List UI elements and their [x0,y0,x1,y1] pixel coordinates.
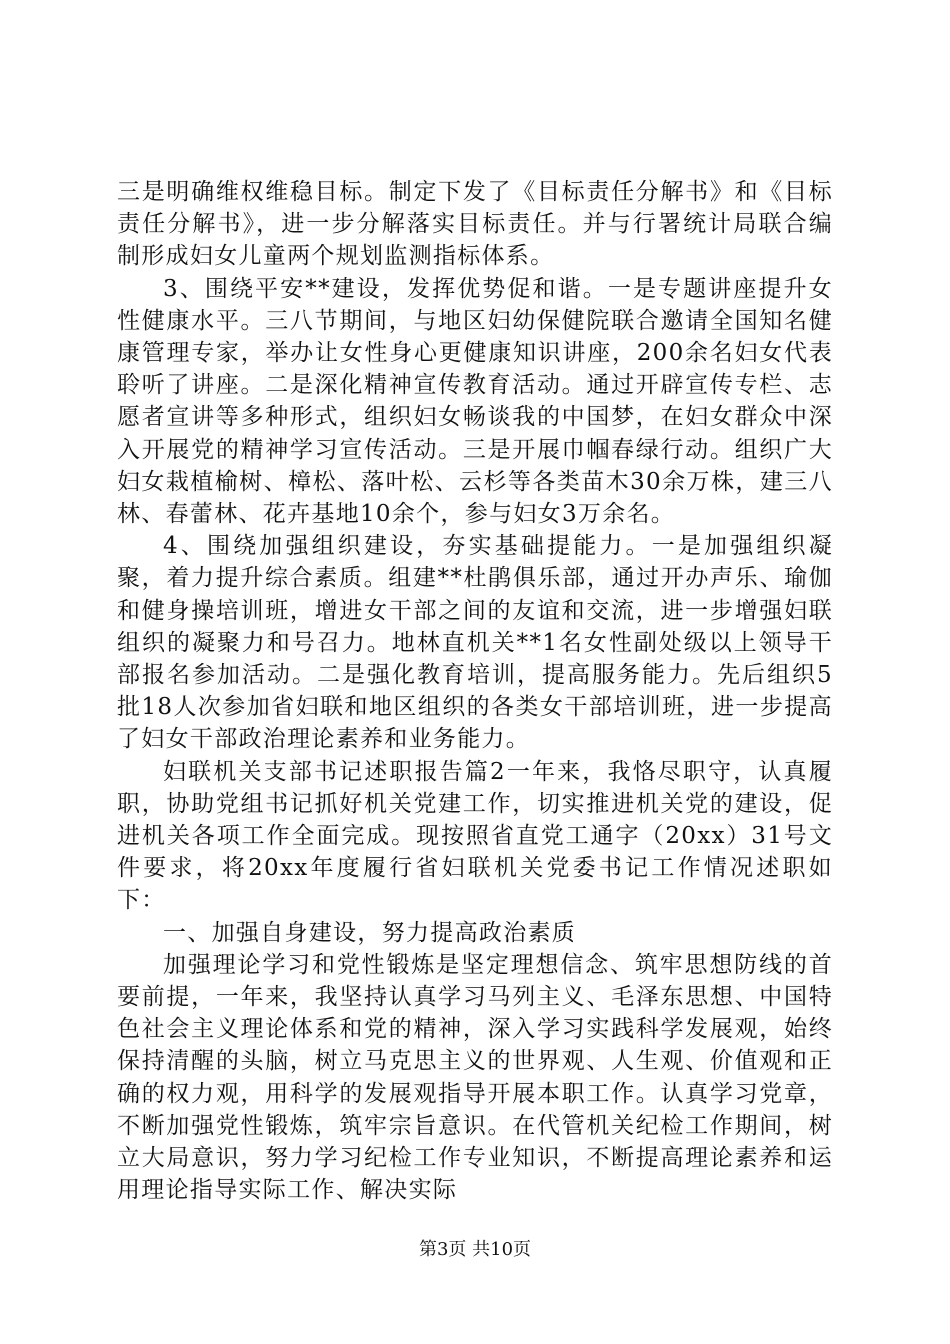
paragraph-report-intro: 妇联机关支部书记述职报告篇2一年来，我恪尽职守，认真履职，协助党组书记抓好机关党建工作，切实推进机关党的建设，促进机关各项工作全面完成。现按照省直党工通字（20xx）31号文件要求，将20xx年度履行省妇联机关党委书记工作情况述职如下： [117,758,833,914]
page-footer [0,1238,950,1262]
paragraph-section-4: 4、围绕加强组织建设，夯实基础提能力。一是加强组织凝聚，着力提升综合素质。组建**杜鹃俱乐部，通过开办声乐、瑜伽和健身操培训班，增进女干部之间的友谊和交流，进一步增强妇联组织的凝聚力和号召力。地林直机关**1名女性副处级以上领导干部报名参加活动。二是强化教育培训，提高服务能力。先后组织5批18人次参加省妇联和地区组织的各类女干部培训班，进一步提高了妇女干部政治理论素养和业务能力。 [117,533,833,753]
section-heading: 一、加强自身建设，努力提高政治素质 [163,919,577,946]
document-body [117,176,833,1207]
page-number-label: 第3页 共10页 [418,1239,532,1260]
paragraph-section-3: 3、围绕平安**建设，发挥优势促和谐。一是专题讲座提升女性健康水平。三八节期间，与地区妇幼保健院联合邀请全国知名健康管理专家，举办让女性身心更健康知识讲座，200余名妇女代表聆听了讲座。二是深化精神宣传教育活动。通过开辟宣传专栏、志愿者宣讲等多种形式，组织妇女畅谈我的中国梦，在妇女群众中深入开展党的精神学习宣传活动。三是开展巾帼春绿行动。组织广大妇女栽植榆树、樟松、落叶松、云杉等各类苗木30余万株，建三八林、春蕾林、花卉基地10余个，参与妇女3万余名。 [117,275,833,528]
paragraph-self-building: 加强理论学习和党性锻炼是坚定理想信念、筑牢思想防线的首要前提，一年来，我坚持认真学习马列主义、毛泽东思想、中国特色社会主义理论体系和党的精神，深入学习实践科学发展观，始终保持清醒的头脑，树立马克思主义的世界观、人生观、价值观和正确的权力观，用科学的发展观指导开展本职工作。认真学习党章，不断加强党性锻炼，筑牢宗旨意识。在代管机关纪检工作期间，树立大局意识，努力学习纪检工作专业知识，不断提高理论素养和运用理论指导实际工作、解决实际 [117,951,833,1204]
paragraph-continuation: 三是明确维权维稳目标。制定下发了《目标责任分解书》和《目标责任分解书》，进一步分解落实目标责任。并与行署统计局联合编制形成妇女儿童两个规划监测指标体系。 [117,179,833,270]
